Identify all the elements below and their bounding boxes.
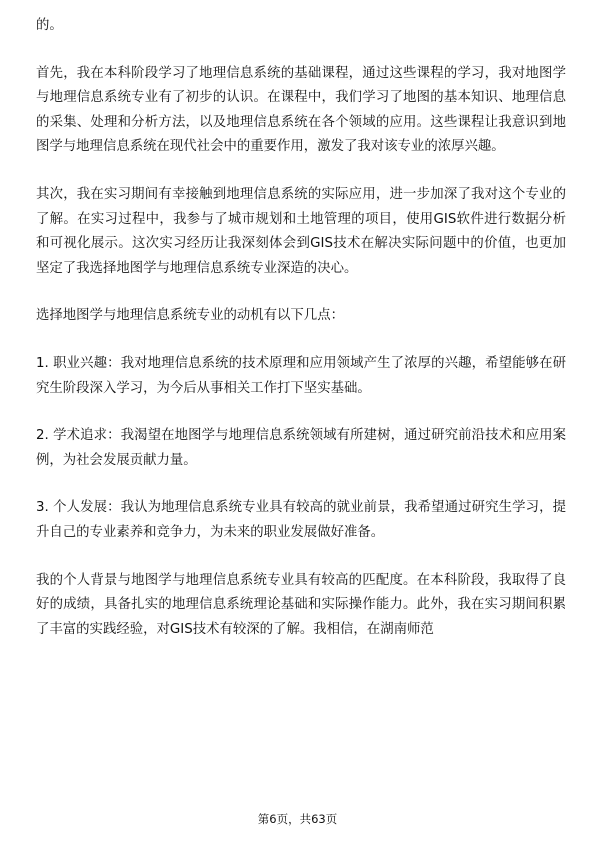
page-number: 第6页，共63页 xyxy=(257,812,338,826)
paragraph-first: 首先，我在本科阶段学习了地理信息系统的基础课程，通过这些课程的学习，我对地图学与地理信息系统专业有了初步的认识。在课程中，我们学习了地图的基本知识、地理信息的采集、处理和分析方法，以及地理信息系统在各个领域的应用。这些课程让我意识到地图学与地理信息系统在现代社会中的重要作用，激发了我对该专业的浓厚兴趣。 xyxy=(36,65,566,155)
paragraph-motivation-intro: 选择地图学与地理信息系统专业的动机有以下几点： xyxy=(36,308,344,324)
list-item-academic-pursuit: 2. 学术追求：我渴望在地图学与地理信息系统领域有所建树，通过研究前沿技术和应用案例，为社会发展贡献力量。 xyxy=(36,428,566,468)
paragraph-background-match: 我的个人背景与地图学与地理信息系统专业具有较高的匹配度。在本科阶段，我取得了良好的成绩，具备扎实的地理信息系统理论基础和实际操作能力。此外，我在实习期间积累了丰富的实践经验，对GIS技术有较深的了解。我相信，在湖南师范 xyxy=(36,572,566,637)
paragraph-continuation: 的。 xyxy=(36,18,63,33)
paragraph-second: 其次，我在实习期间有幸接触到地理信息系统的实际应用，进一步加深了我对这个专业的了解。在实习过程中，我参与了城市规划和土地管理的项目，使用GIS软件进行数据分析和可视化展示。这次实习经历让我深刻体会到GIS技术在解决实际问题中的价值，也更加坚定了我选择地图学与地理信息系统专业深造的决心。 xyxy=(36,186,566,276)
list-item-career-interest: 1. 职业兴趣：我对地理信息系统的技术原理和应用领域产生了浓厚的兴趣，希望能够在研究生阶段深入学习，为今后从事相关工作打下坚实基础。 xyxy=(36,355,566,396)
document-body xyxy=(36,14,566,665)
list-item-personal-development: 3. 个人发展：我认为地理信息系统专业具有较高的就业前景，我希望通过研究生学习，提升自己的专业素养和竞争力，为未来的职业发展做好准备。 xyxy=(36,500,566,540)
